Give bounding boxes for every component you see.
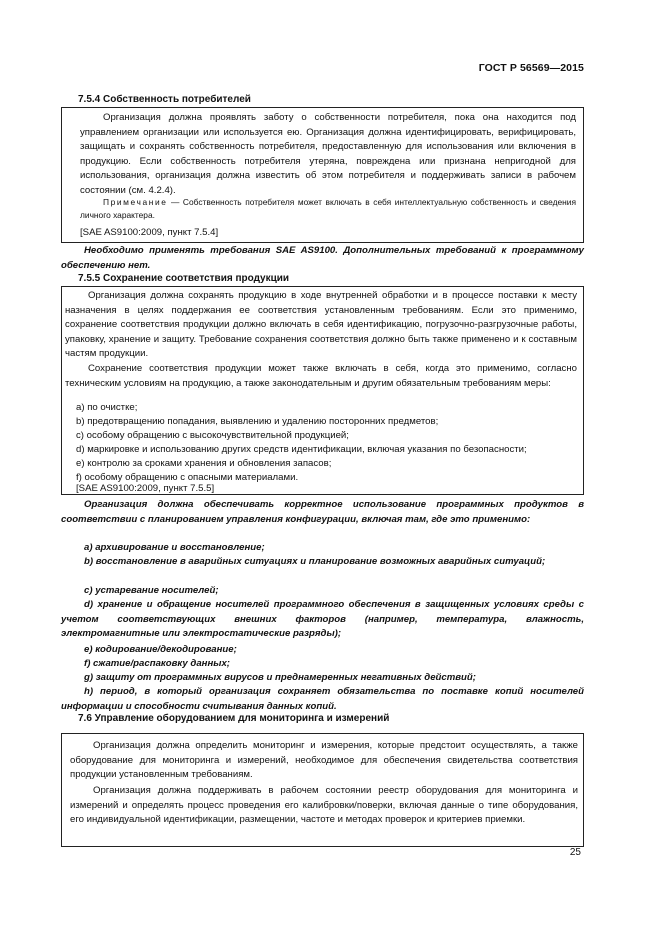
software-item-f: f) сжатие/распаковку данных; xyxy=(84,658,230,669)
software-item-a: a) архивирование и восстановление; xyxy=(84,542,265,553)
paragraph: Организация должна проявлять заботу о собственности потребителя, пока она находится под управлением организации или используется ею. Организация должна идентифицировать, верифицировать, защищать и сохранять собственность потребителя, предоставленную для использования или включения в продукцию. Если собственность потребителя утеряна, повреждена или признана непригодной для использования, организация должна известить об этом потребителя и поддерживать записи в рабочем состоянии (см. 4.2.4). xyxy=(80,112,576,196)
page-number: 25 xyxy=(569,847,581,858)
standard-header: ГОСТ Р 56569—2015 xyxy=(478,62,584,74)
software-item-h: h) период, в который организация сохраняет обязательства по поставке копий носителей информации и способности считывания данных копий. xyxy=(61,686,584,712)
reference: [SAE AS9100:2009, пункт 7.5.4] xyxy=(80,227,219,238)
software-item-e: e) кодирование/декодирование; xyxy=(84,644,237,655)
section-title-7-5-4: 7.5.4 Собственность потребителей xyxy=(78,94,251,105)
software-item-b: b) восстановление в аварийных ситуациях и планирование возможных аварийных ситуаций; xyxy=(84,556,546,567)
software-item-d: d) хранение и обращение носителей программного обеспечения в защищенных условиях среды с учетом соответствующих внешних факторов (например, температура, влажность, электромагнитные или электростатические разряды); xyxy=(61,599,584,639)
note xyxy=(80,196,576,222)
software-item-c: c) устаревание носителей; xyxy=(84,585,219,596)
list-item: c) особому обращению с высокочувствительной продукцией; xyxy=(76,430,349,441)
list-item: f) особому обращению с опасными материалами. xyxy=(76,472,299,483)
paragraph: Организация должна поддерживать в рабочем состоянии реестр оборудования для мониторинга и измерений и определять процесс проведения его калибровки/поверки, включая данные о типе оборудования, его индивидуальной идентификации, размещении, частоте и методах проверок и критериев приемки. xyxy=(70,785,578,825)
paragraph: Сохранение соответствия продукции может также включать в себя, когда это применимо, согласно техническим условиям на продукцию, а также законодательным и другим обязательным требованиям меры: xyxy=(65,363,577,389)
list-item: d) маркировке и использованию других средств идентификации, включая указания по безопасности; xyxy=(76,444,527,455)
list-item: b) предотвращению попадания, выявлению и удалению посторонних предметов; xyxy=(76,416,439,427)
quote-box-7-5-4 xyxy=(61,107,584,243)
paragraph: Организация должна определить мониторинг и измерения, которые предстоит осуществлять, а также оборудование для мониторинга и измерений, необходимое для обеспечения свидетельства соответствия продукции установленным требованиям. xyxy=(70,740,578,780)
section-title-7-5-5: 7.5.5 Сохранение соответствия продукции xyxy=(78,273,290,284)
software-intro: Организация должна обеспечивать корректное использование программных продуктов в соответствии с планированием управления конфигурации, включая там, где это применимо: xyxy=(61,499,584,525)
list-item: e) контролю за сроками хранения и обновления запасов; xyxy=(76,458,332,469)
note-text: — Собственность потребителя может включать в себя интеллектуальную собственность и сведения личного характера. xyxy=(80,197,576,220)
list-item: a) по очистке; xyxy=(76,402,138,413)
software-item-g: g) защиту от программных вирусов и преднамеренных негативных действий; xyxy=(84,672,476,683)
quote-box-7-5-5 xyxy=(61,286,584,495)
section-title-7-6: 7.6 Управление оборудованием для мониторинга и измерений xyxy=(78,713,390,724)
quote-box-7-6 xyxy=(61,733,584,847)
reference: [SAE AS9100:2009, пункт 7.5.5] xyxy=(76,483,215,494)
note-label: Примечание xyxy=(103,197,168,207)
paragraph: Организация должна сохранять продукцию в ходе внутренней обработки и в процессе поставки к месту назначения в целях поддержания ее соответствия установленным требованиям. Если это применимо, сохранение соответствия продукции должно включать в себя идентификацию, погрузочно-разгрузочные работы, упаковку, хранение и защиту. Требование сохранения соответствия должно быть также применено и к составным частям продукции. xyxy=(65,290,577,359)
software-note-7-5-4: Необходимо применять требования SAE AS9100. Дополнительных требований к программному обеспечению нет. xyxy=(61,245,584,271)
